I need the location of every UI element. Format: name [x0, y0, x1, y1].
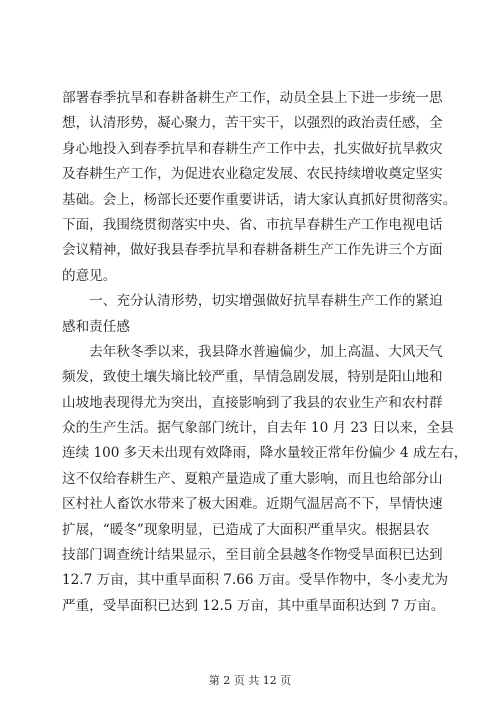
text-line: 连续 100 多天未出现有效降雨，降水量较正常年份偏少 4 成左右， — [62, 445, 468, 462]
text-line: 会议精神，做好我县春季抗旱和春耕备耕生产工作先讲三个方面 — [62, 242, 443, 259]
text-line: 去年秋冬季以来，我县降水普遍偏少，加上高温、大风天气 — [62, 343, 443, 360]
heading-line: 一、充分认清形势，切实增强做好抗旱春耕生产工作的紧迫 — [62, 293, 443, 310]
paragraph-2 — [62, 340, 468, 619]
text-line: 下面，我围绕贯彻落实中央、省、市抗旱春耕生产工作电视电话 — [62, 216, 443, 233]
text-line: 身心地投入到春季抗旱和春耕生产工作中去，扎实做好抗旱救灾 — [62, 140, 443, 157]
page-number-label: 第 2 页 共 12 页 — [208, 674, 292, 687]
text-line: 及春耕生产工作，为促进农业稳定发展、农民持续增收奠定坚实 — [62, 166, 443, 183]
text-line: 严重，受旱面积已达到 12.5 万亩，其中重旱面积达到 7 万亩。 — [62, 597, 445, 614]
text-line: 山坡地表现得尤为突出，直接影响到了我县的农业生产和农村群 — [62, 394, 443, 411]
text-line: 的意见。 — [62, 267, 117, 284]
text-line: 12.7 万亩，其中重旱面积 7.66 万亩。受旱作物中，冬小麦尤为 — [62, 572, 449, 589]
document-body — [62, 86, 468, 619]
text-line: 技部门调查统计结果显示，至目前全县越冬作物受旱面积已达到 — [62, 547, 443, 564]
text-line: 想，认清形势，凝心聚力，苦干实干，以强烈的政治责任感，全 — [62, 115, 443, 132]
paragraph-1 — [62, 86, 457, 289]
text-line: 基础。会上，杨部长还要作重要讲话，请大家认真抓好贯彻落实。 — [62, 191, 457, 208]
text-line: 这不仅给春耕生产、夏粮产量造成了重大影响，而且也给部分山 — [62, 470, 443, 487]
section-heading-1 — [62, 289, 442, 340]
text-line: 部署春季抗旱和春耕备耕生产工作，动员全县上下进一步统一思 — [62, 90, 443, 106]
text-line: 众的生产生活。据气象部门统计，自去年 10 月 23 日以来，全县 — [62, 420, 454, 437]
text-line: 区村社人畜饮水带来了极大困难。近期气温居高不下，旱情快速 — [62, 496, 443, 513]
page-footer — [0, 672, 500, 688]
text-line: 频发，致使土壤失墒比较严重，旱情急剧发展，特别是阳山地和 — [62, 369, 443, 386]
text-line: 扩展，“暖冬”现象明显，已造成了大面积严重旱灾。根据县农 — [62, 521, 430, 538]
heading-line: 感和责任感 — [62, 318, 130, 335]
